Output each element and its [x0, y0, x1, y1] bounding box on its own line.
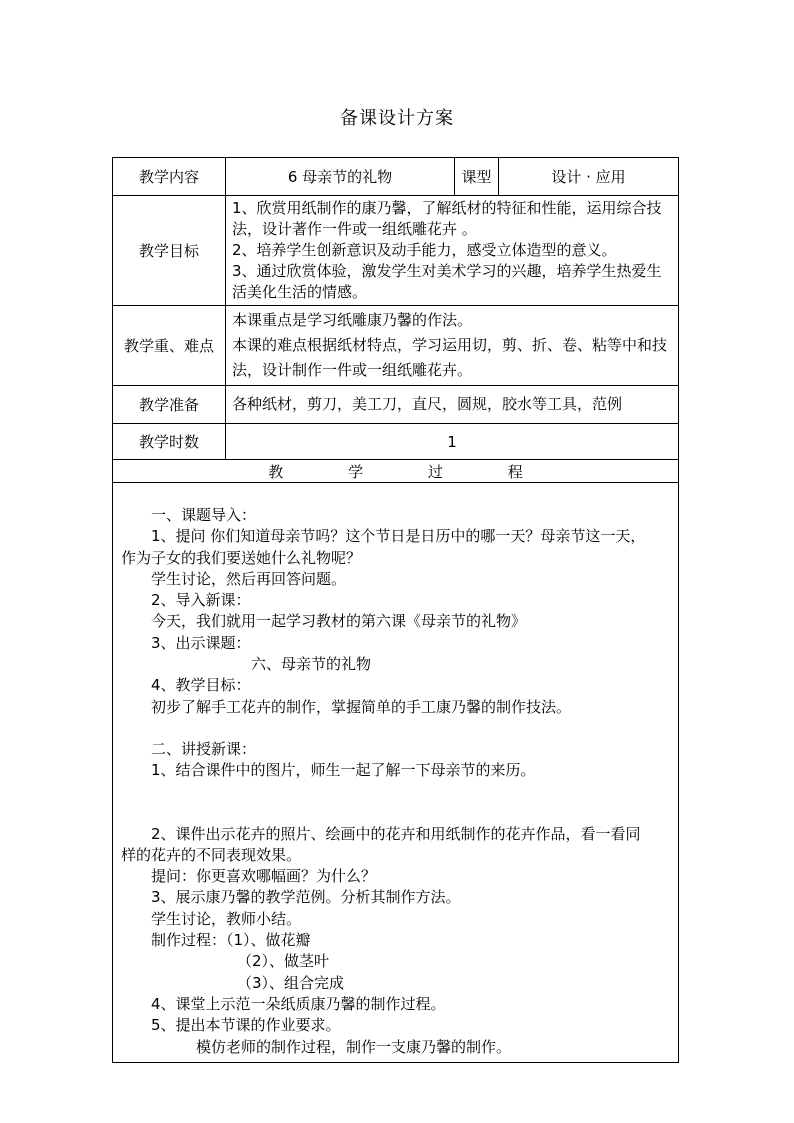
- row-goals: [113, 196, 679, 306]
- lesson-plan-table: [112, 157, 679, 1063]
- keypoint-item-1: 本课重点是学习纸雕康乃馨的作法。: [232, 311, 473, 329]
- process-line: 学生讨论，教师小结。: [151, 909, 302, 928]
- process-line: 制作过程：（1）、做花瓣: [151, 931, 311, 950]
- process-line: 初步了解手工花卉的制作，掌握简单的手工康乃馨的制作技法。: [151, 697, 572, 716]
- keypoints-cell: [226, 306, 679, 386]
- process-line: 5、提出本节课的作业要求。: [151, 1016, 341, 1035]
- process-line: 4、课堂上示范一朵纸质康乃馨的制作过程。: [151, 994, 446, 1013]
- process-cell: [113, 483, 679, 1063]
- label-type: 课型: [455, 158, 499, 196]
- process-line: 1、提问 你们知道母亲节吗？这个节日是日历中的哪一天？母亲节这一天，: [151, 527, 646, 546]
- label-content: 教学内容: [113, 158, 226, 196]
- process-heading: [113, 460, 679, 483]
- process-line: 2、课件出示花卉的照片、绘画中的花卉和用纸制作的花卉作品，看一看同: [151, 824, 641, 843]
- process-blank-line: [121, 718, 670, 739]
- process-heading-char: 教: [268, 462, 284, 481]
- process-line: 模仿老师的制作过程，制作一支康乃馨的制作。: [196, 1037, 512, 1056]
- row-prep: [113, 386, 679, 424]
- page-title: 备课设计方案: [340, 108, 454, 129]
- row-hours: [113, 424, 679, 460]
- process-line: 4、教学目标：: [151, 676, 251, 695]
- process-heading-char: 程: [507, 462, 523, 481]
- goal-item-1: 1、欣赏用纸制作的康乃馨，了解纸材的特征和性能，运用综合技法，设计著作一件或一组纸雕花卉 。: [232, 199, 662, 238]
- process-line: 作为子女的我们要送她什么礼物呢？: [121, 548, 362, 567]
- value-content: 6 母亲节的礼物: [226, 158, 455, 196]
- process-line: 一、课题导入：: [151, 506, 257, 524]
- process-heading-char: 学: [348, 462, 364, 481]
- process-blank-line: [121, 782, 670, 803]
- process-blank-line: [121, 803, 670, 824]
- process-line: 提问：你更喜欢哪幅画？为什么？: [151, 867, 377, 886]
- row-content: [113, 158, 679, 196]
- process-line: 样的花卉的不同表现效果。: [121, 845, 302, 864]
- goal-item-3: 3、通过欣赏体验，激发学生对美术学习的兴趣，培养学生热爱生活美化生活的情感。: [232, 262, 662, 301]
- row-process: [113, 483, 679, 1063]
- process-line: 学生讨论，然后再回答问题。: [151, 569, 347, 588]
- process-line: 1、结合课件中的图片，师生一起了解一下母亲节的来历。: [151, 761, 536, 780]
- label-prep: 教学准备: [113, 386, 226, 424]
- keypoint-item-2: 本课的难点根据纸材特点，学习运用切，剪、折、卷、粘等中和技法，设计制作一件或一组纸雕花卉。: [232, 336, 668, 379]
- process-line: 二、讲授新课：: [151, 739, 257, 758]
- value-hours: 1: [226, 424, 679, 460]
- row-keypoints: [113, 306, 679, 386]
- process-line: （3）、组合完成: [237, 973, 345, 992]
- goal-item-2: 2、培养学生创新意识及动手能力，感受立体造型的意义。: [232, 241, 617, 259]
- process-line: 今天，我们就用一起学习教材的第六课《母亲节的礼物》: [151, 612, 527, 631]
- value-type: 设计 · 应用: [499, 158, 679, 196]
- process-line: 3、展示康乃馨的教学范例。分析其制作方法。: [151, 888, 461, 907]
- value-prep: 各种纸材，剪刀，美工刀，直尺，圆规，胶水等工具，范例: [226, 386, 679, 424]
- goals-cell: [226, 196, 679, 306]
- label-keypoints: 教学重、难点: [113, 306, 226, 386]
- row-process-heading: [113, 460, 679, 483]
- label-goals: 教学目标: [113, 196, 226, 306]
- process-line: （2）、做茎叶: [237, 952, 330, 971]
- process-line: 六、母亲节的礼物: [251, 655, 372, 674]
- process-heading-char: 过: [427, 462, 443, 481]
- process-line: 3、出示课题：: [151, 633, 251, 652]
- process-line: 2、导入新课：: [151, 591, 251, 610]
- label-hours: 教学时数: [113, 424, 226, 460]
